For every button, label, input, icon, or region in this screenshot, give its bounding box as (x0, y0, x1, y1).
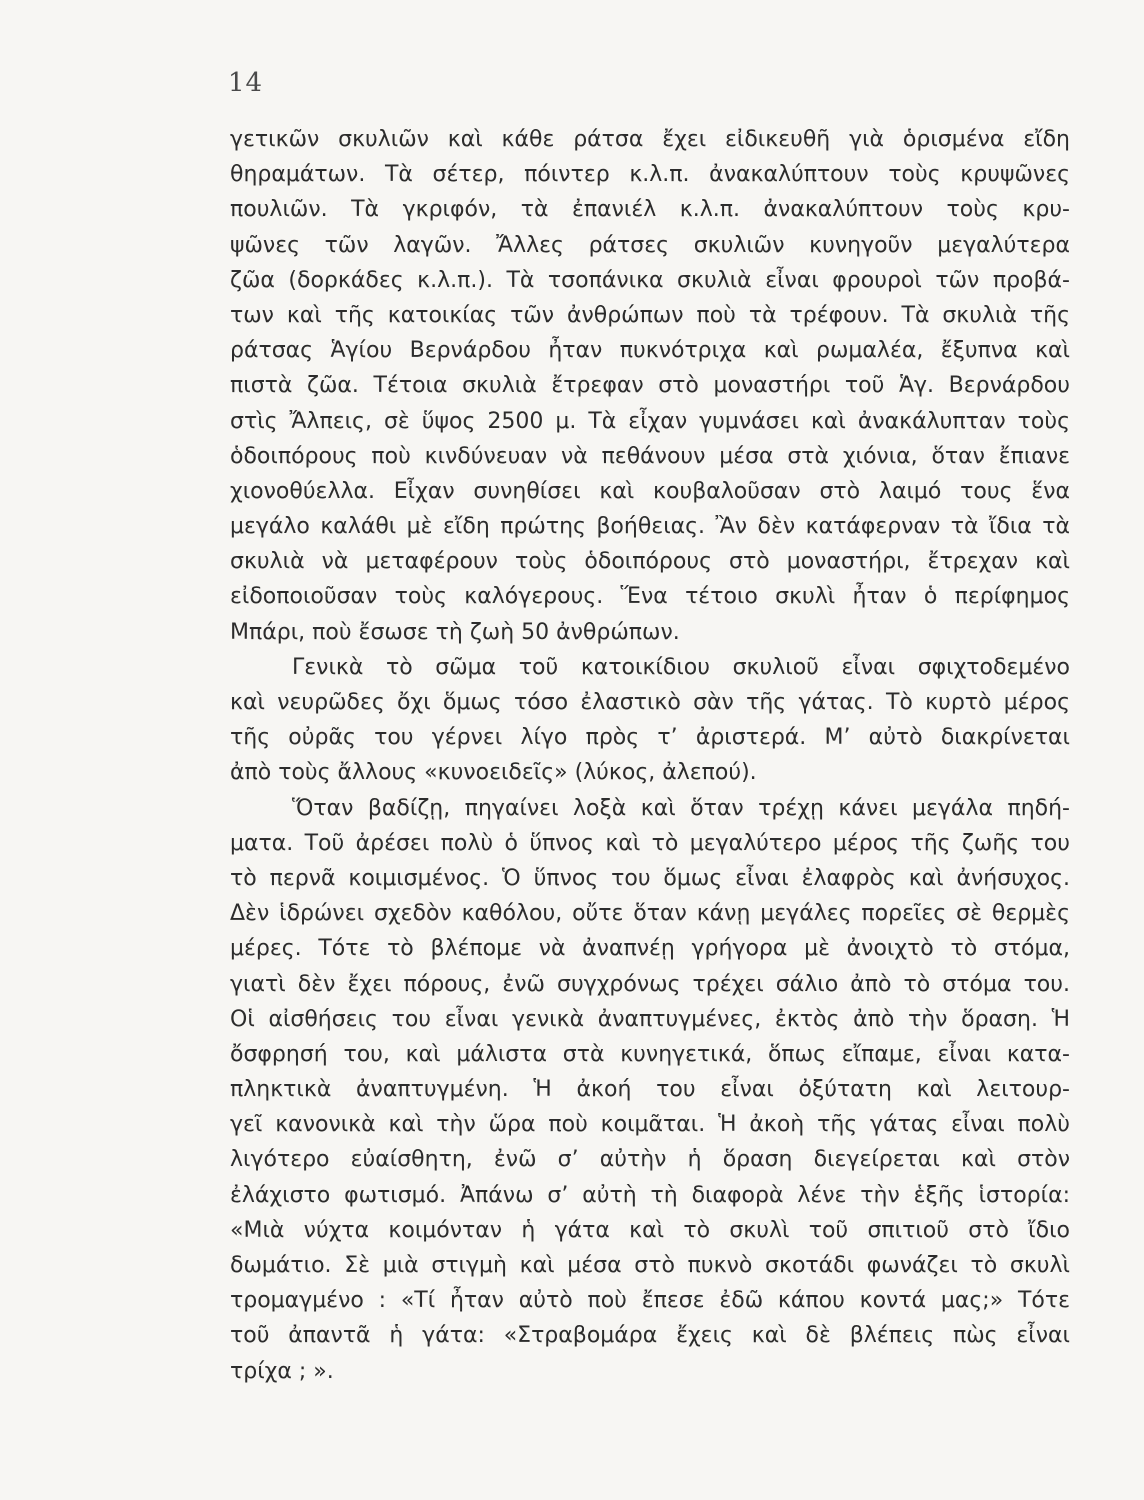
text-line: τῆς οὐρᾶς του γέρνει λίγο πρὸς τ’ ἀριστερά. Μ’ αὐτὸ διακρίνεται (230, 725, 1070, 751)
text-line: σκυλιὰ νὰ μεταφέρουν τοὺς ὁδοιπόρους στὸ μοναστήρι, ἔτρεχαν καὶ (230, 549, 1070, 575)
text-line: πουλιῶν. Τὰ γκριφόν, τὰ ἐπανιέλ κ.λ.π. ἀνακαλύπτουν τοὺς κρυ- (230, 197, 1070, 223)
text-line: ψῶνες τῶν λαγῶν. Ἄλλες ράτσες σκυλιῶν κυνηγοῦν μεγαλύτερα (230, 232, 1070, 258)
text-line: ἀπὸ τοὺς ἄλλους «κυνοειδεῖς» (λύκος, ἀλεπού). (230, 760, 757, 786)
text-line: Μπάρι, ποὺ ἔσωσε τὴ ζωὴ 50 ἀνθρώπων. (230, 619, 680, 645)
text-line: θηραμάτων. Τὰ σέτερ, πόιντερ κ.λ.π. ἀνακαλύπτουν τοὺς κρυψῶνες (230, 162, 1070, 188)
text-line: ὁδοιπόρους ποὺ κινδύνευαν νὰ πεθάνουν μέσα στὰ χιόνια, ὅταν ἔπιανε (230, 443, 1070, 469)
text-line: Ὅταν βαδίζῃ, πηγαίνει λοξὰ καὶ ὅταν τρέχῃ κάνει μεγάλα πηδή- (292, 795, 1070, 821)
text-line: πληκτικὰ ἀναπτυγμένη. Ἡ ἀκοή του εἶναι ὀξύτατη καὶ λειτουρ- (230, 1077, 1070, 1103)
text-line: «Μιὰ νύχτα κοιμόνταν ἡ γάτα καὶ τὸ σκυλὶ τοῦ σπιτιοῦ στὸ ἴδιο (230, 1217, 1070, 1243)
text-line: ὄσφρησή του, καὶ μάλιστα στὰ κυνηγετικά, ὅπως εἴπαμε, εἶναι κατα- (230, 1041, 1070, 1067)
text-line: εἰδοποιοῦσαν τοὺς καλόγερους. Ἕνα τέτοιο σκυλὶ ἦταν ὁ περίφημος (230, 584, 1070, 610)
body-text (230, 122, 1070, 1389)
text-line: ζῶα (δορκάδες κ.λ.π.). Τὰ τσοπάνικα σκυλιὰ εἶναι φρουροὶ τῶν προβά- (230, 267, 1070, 293)
text-line: γιατὶ δὲν ἔχει πόρους, ἐνῶ συγχρόνως τρέχει σάλιο ἀπὸ τὸ στόμα του. (230, 971, 1070, 997)
text-line: τρομαγμένο : «Τί ἦταν αὐτὸ ποὺ ἔπεσε ἐδῶ κάπου κοντά μας;» Τότε (230, 1288, 1070, 1314)
text-line: μέρες. Τότε τὸ βλέπομε νὰ ἀναπνέῃ γρήγορα μὲ ἀνοιχτὸ τὸ στόμα, (230, 936, 1070, 962)
text-line: Δὲν ἱδρώνει σχεδὸν καθόλου, οὔτε ὅταν κάνῃ μεγάλες πορεῖες σὲ θερμὲς (230, 901, 1070, 927)
text-line: πιστὰ ζῶα. Τέτοια σκυλιὰ ἔτρεφαν στὸ μοναστήρι τοῦ Ἁγ. Βερνάρδου (230, 373, 1070, 399)
text-line: Γενικὰ τὸ σῶμα τοῦ κατοικίδιου σκυλιοῦ εἶναι σφιχτοδεμένο (292, 654, 1070, 680)
text-line: Οἱ αἰσθήσεις του εἶναι γενικὰ ἀναπτυγμένες, ἐκτὸς ἀπὸ τὴν ὅραση. Ἡ (230, 1006, 1070, 1032)
text-line: τρίχα ; ». (230, 1358, 334, 1384)
text-line: λιγότερο εὐαίσθητη, ἐνῶ σ’ αὐτὴν ἡ ὅραση διεγείρεται καὶ στὸν (230, 1147, 1070, 1173)
text-line: τοῦ ἀπαντᾶ ἡ γάτα: «Στραβομάρα ἔχεις καὶ δὲ βλέπεις πὼς εἶναι (230, 1323, 1070, 1349)
page-number: 14 (228, 68, 264, 98)
text-line: γεῖ κανονικὰ καὶ τὴν ὥρα ποὺ κοιμᾶται. Ἡ ἀκοὴ τῆς γάτας εἶναι πολὺ (230, 1112, 1070, 1138)
text-line: ματα. Τοῦ ἀρέσει πολὺ ὁ ὕπνος καὶ τὸ μεγαλύτερο μέρος τῆς ζωῆς του (230, 830, 1070, 856)
text-line: των καὶ τῆς κατοικίας τῶν ἀνθρώπων ποὺ τὰ τρέφουν. Τὰ σκυλιὰ τῆς (230, 302, 1070, 328)
text-line: ἐλάχιστο φωτισμό. Ἀπάνω σ’ αὐτὴ τὴ διαφορὰ λένε τὴν ἑξῆς ἱστορία: (230, 1182, 1070, 1208)
text-line: ράτσας Ἁγίου Βερνάρδου ἦταν πυκνότριχα καὶ ρωμαλέα, ἔξυπνα καὶ (230, 338, 1070, 364)
text-line: χιονοθύελλα. Εἶχαν συνηθίσει καὶ κουβαλοῦσαν στὸ λαιμό τους ἕνα (230, 478, 1070, 504)
text-line: δωμάτιο. Σὲ μιὰ στιγμὴ καὶ μέσα στὸ πυκνὸ σκοτάδι φωνάζει τὸ σκυλὶ (230, 1253, 1070, 1278)
text-line: μεγάλο καλάθι μὲ εἴδη πρώτης βοήθειας. Ἂν δὲν κατάφερναν τὰ ἴδια τὰ (230, 514, 1070, 540)
text-line: γετικῶν σκυλιῶν καὶ κάθε ράτσα ἔχει εἰδικευθῆ γιὰ ὁρισμένα εἴδη (230, 127, 1070, 152)
text-line: στὶς Ἄλπεις, σὲ ὕψος 2500 μ. Τὰ εἶχαν γυμνάσει καὶ ἀνακάλυπταν τοὺς (230, 408, 1070, 434)
text-line: καὶ νευρῶδες ὄχι ὅμως τόσο ἐλαστικὸ σὰν τῆς γάτας. Τὸ κυρτὸ μέρος (230, 690, 1070, 715)
text-line: τὸ περνᾶ κοιμισμένος. Ὁ ὕπνος του ὅμως εἶναι ἐλαφρὸς καὶ ἀνήσυχος. (230, 865, 1070, 891)
